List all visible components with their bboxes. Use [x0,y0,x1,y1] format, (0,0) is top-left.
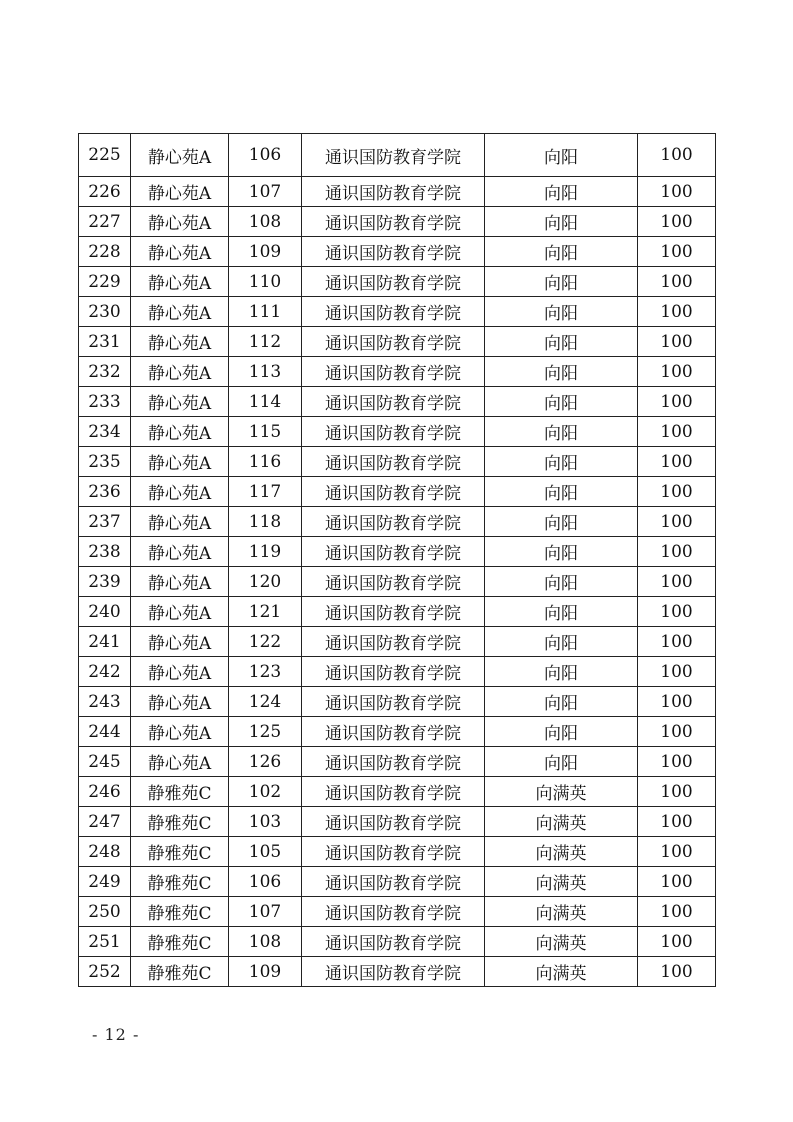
score-cell: 100 [638,417,716,447]
manager-cell: 向阳 [485,657,638,687]
room-cell: 118 [229,507,302,537]
building-cell: 静雅苑C [131,897,229,927]
manager-cell: 向满英 [485,867,638,897]
row-index-cell: 226 [79,177,131,207]
building-cell: 静心苑A [131,477,229,507]
row-index-cell: 232 [79,357,131,387]
manager-cell: 向满英 [485,927,638,957]
manager-cell: 向阳 [485,567,638,597]
table-body [79,134,716,987]
room-cell: 119 [229,537,302,567]
table-row [79,837,716,867]
score-cell: 100 [638,747,716,777]
row-index-cell: 247 [79,807,131,837]
dormitory-table [78,133,716,987]
college-cell: 通识国防教育学院 [302,357,485,387]
room-cell: 108 [229,207,302,237]
row-index-cell: 225 [79,134,131,177]
score-cell: 100 [638,837,716,867]
room-cell: 108 [229,927,302,957]
room-cell: 106 [229,867,302,897]
manager-cell: 向满英 [485,897,638,927]
manager-cell: 向阳 [485,597,638,627]
college-cell: 通识国防教育学院 [302,207,485,237]
score-cell: 100 [638,597,716,627]
building-cell: 静心苑A [131,657,229,687]
manager-cell: 向阳 [485,357,638,387]
table-row [79,134,716,177]
manager-cell: 向满英 [485,807,638,837]
college-cell: 通识国防教育学院 [302,777,485,807]
manager-cell: 向阳 [485,387,638,417]
college-cell: 通识国防教育学院 [302,627,485,657]
manager-cell: 向阳 [485,507,638,537]
room-cell: 103 [229,807,302,837]
manager-cell: 向阳 [485,687,638,717]
table-row [79,537,716,567]
row-index-cell: 236 [79,477,131,507]
college-cell: 通识国防教育学院 [302,927,485,957]
college-cell: 通识国防教育学院 [302,237,485,267]
college-cell: 通识国防教育学院 [302,657,485,687]
manager-cell: 向阳 [485,267,638,297]
college-cell: 通识国防教育学院 [302,807,485,837]
room-cell: 121 [229,597,302,627]
room-cell: 114 [229,387,302,417]
score-cell: 100 [638,537,716,567]
score-cell: 100 [638,657,716,687]
row-index-cell: 249 [79,867,131,897]
college-cell: 通识国防教育学院 [302,717,485,747]
manager-cell: 向满英 [485,957,638,987]
building-cell: 静心苑A [131,567,229,597]
score-cell: 100 [638,717,716,747]
row-index-cell: 252 [79,957,131,987]
college-cell: 通识国防教育学院 [302,507,485,537]
table-row [79,477,716,507]
manager-cell: 向阳 [485,627,638,657]
table-row [79,657,716,687]
room-cell: 122 [229,627,302,657]
score-cell: 100 [638,237,716,267]
building-cell: 静心苑A [131,387,229,417]
manager-cell: 向阳 [485,447,638,477]
score-cell: 100 [638,927,716,957]
row-index-cell: 240 [79,597,131,627]
score-cell: 100 [638,134,716,177]
manager-cell: 向阳 [485,297,638,327]
table-row [79,897,716,927]
building-cell: 静心苑A [131,717,229,747]
table-row [79,957,716,987]
room-cell: 109 [229,957,302,987]
college-cell: 通识国防教育学院 [302,897,485,927]
building-cell: 静雅苑C [131,867,229,897]
score-cell: 100 [638,867,716,897]
college-cell: 通识国防教育学院 [302,957,485,987]
table-row [79,927,716,957]
building-cell: 静心苑A [131,267,229,297]
building-cell: 静心苑A [131,134,229,177]
room-cell: 111 [229,297,302,327]
score-cell: 100 [638,627,716,657]
manager-cell: 向阳 [485,237,638,267]
table-row [79,627,716,657]
row-index-cell: 227 [79,207,131,237]
score-cell: 100 [638,387,716,417]
table-row [79,507,716,537]
college-cell: 通识国防教育学院 [302,537,485,567]
manager-cell: 向阳 [485,747,638,777]
score-cell: 100 [638,447,716,477]
building-cell: 静心苑A [131,177,229,207]
table-row [79,687,716,717]
room-cell: 109 [229,237,302,267]
building-cell: 静心苑A [131,207,229,237]
table-row [79,807,716,837]
building-cell: 静心苑A [131,597,229,627]
building-cell: 静心苑A [131,447,229,477]
college-cell: 通识国防教育学院 [302,297,485,327]
manager-cell: 向阳 [485,717,638,747]
table-row [79,777,716,807]
row-index-cell: 246 [79,777,131,807]
table-row [79,177,716,207]
table-row [79,357,716,387]
score-cell: 100 [638,327,716,357]
row-index-cell: 237 [79,507,131,537]
score-cell: 100 [638,357,716,387]
room-cell: 123 [229,657,302,687]
row-index-cell: 242 [79,657,131,687]
college-cell: 通识国防教育学院 [302,447,485,477]
table-row [79,447,716,477]
score-cell: 100 [638,297,716,327]
table-row [79,567,716,597]
manager-cell: 向阳 [485,327,638,357]
college-cell: 通识国防教育学院 [302,177,485,207]
table-row [79,867,716,897]
row-index-cell: 239 [79,567,131,597]
college-cell: 通识国防教育学院 [302,837,485,867]
college-cell: 通识国防教育学院 [302,477,485,507]
row-index-cell: 238 [79,537,131,567]
room-cell: 110 [229,267,302,297]
room-cell: 102 [229,777,302,807]
college-cell: 通识国防教育学院 [302,327,485,357]
college-cell: 通识国防教育学院 [302,267,485,297]
table-row [79,207,716,237]
building-cell: 静雅苑C [131,957,229,987]
room-cell: 107 [229,177,302,207]
room-cell: 106 [229,134,302,177]
row-index-cell: 251 [79,927,131,957]
room-cell: 113 [229,357,302,387]
row-index-cell: 235 [79,447,131,477]
row-index-cell: 250 [79,897,131,927]
room-cell: 120 [229,567,302,597]
manager-cell: 向阳 [485,417,638,447]
building-cell: 静心苑A [131,417,229,447]
building-cell: 静心苑A [131,357,229,387]
score-cell: 100 [638,207,716,237]
room-cell: 112 [229,327,302,357]
manager-cell: 向阳 [485,207,638,237]
building-cell: 静心苑A [131,327,229,357]
college-cell: 通识国防教育学院 [302,687,485,717]
college-cell: 通识国防教育学院 [302,597,485,627]
building-cell: 静心苑A [131,687,229,717]
room-cell: 116 [229,447,302,477]
manager-cell: 向阳 [485,477,638,507]
room-cell: 107 [229,897,302,927]
college-cell: 通识国防教育学院 [302,747,485,777]
row-index-cell: 233 [79,387,131,417]
score-cell: 100 [638,177,716,207]
score-cell: 100 [638,957,716,987]
score-cell: 100 [638,507,716,537]
score-cell: 100 [638,567,716,597]
building-cell: 静心苑A [131,537,229,567]
manager-cell: 向满英 [485,777,638,807]
building-cell: 静心苑A [131,237,229,267]
room-cell: 105 [229,837,302,867]
row-index-cell: 243 [79,687,131,717]
manager-cell: 向阳 [485,537,638,567]
table-row [79,237,716,267]
manager-cell: 向阳 [485,134,638,177]
score-cell: 100 [638,897,716,927]
building-cell: 静雅苑C [131,777,229,807]
row-index-cell: 241 [79,627,131,657]
building-cell: 静心苑A [131,747,229,777]
college-cell: 通识国防教育学院 [302,387,485,417]
page-number: - 12 - [92,1025,140,1044]
building-cell: 静心苑A [131,627,229,657]
row-index-cell: 231 [79,327,131,357]
row-index-cell: 228 [79,237,131,267]
table-row [79,597,716,627]
row-index-cell: 244 [79,717,131,747]
score-cell: 100 [638,777,716,807]
room-cell: 126 [229,747,302,777]
building-cell: 静雅苑C [131,807,229,837]
building-cell: 静心苑A [131,297,229,327]
table-row [79,747,716,777]
table-row [79,717,716,747]
building-cell: 静雅苑C [131,837,229,867]
college-cell: 通识国防教育学院 [302,567,485,597]
row-index-cell: 248 [79,837,131,867]
table-row [79,267,716,297]
room-cell: 117 [229,477,302,507]
building-cell: 静雅苑C [131,927,229,957]
room-cell: 115 [229,417,302,447]
score-cell: 100 [638,687,716,717]
room-cell: 125 [229,717,302,747]
table-row [79,417,716,447]
table-row [79,327,716,357]
table-row [79,387,716,417]
manager-cell: 向满英 [485,837,638,867]
table-row [79,297,716,327]
score-cell: 100 [638,807,716,837]
building-cell: 静心苑A [131,507,229,537]
row-index-cell: 245 [79,747,131,777]
row-index-cell: 234 [79,417,131,447]
room-cell: 124 [229,687,302,717]
row-index-cell: 229 [79,267,131,297]
manager-cell: 向阳 [485,177,638,207]
college-cell: 通识国防教育学院 [302,417,485,447]
dormitory-table-container [78,133,715,987]
score-cell: 100 [638,477,716,507]
score-cell: 100 [638,267,716,297]
row-index-cell: 230 [79,297,131,327]
college-cell: 通识国防教育学院 [302,134,485,177]
college-cell: 通识国防教育学院 [302,867,485,897]
